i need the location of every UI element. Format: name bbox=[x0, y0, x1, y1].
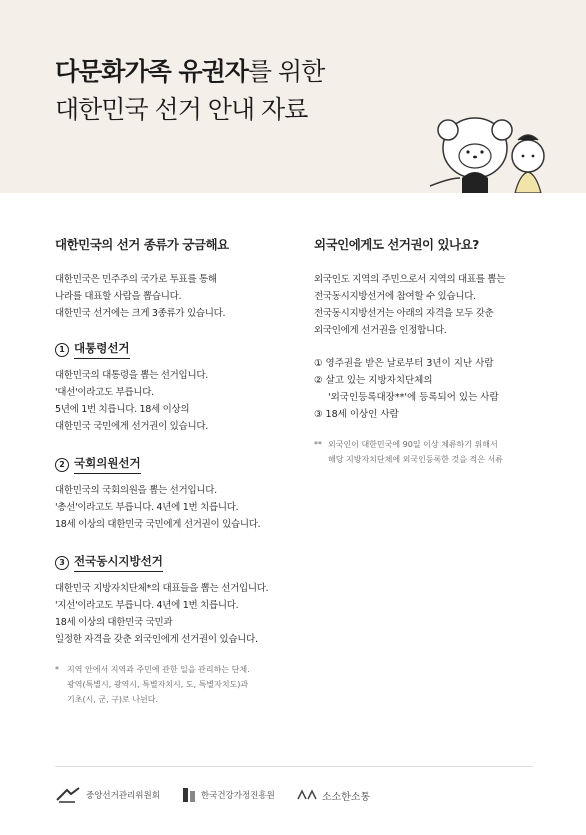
section-local-election-body bbox=[55, 580, 305, 648]
title-rest: 를 위한 bbox=[247, 57, 325, 86]
footnote-line: 지역 안에서 지역과 주민에 관한 일을 관리하는 단체. bbox=[67, 665, 250, 674]
eligibility-item: '외국인등록대장**'에 등록되어 있는 사람 bbox=[328, 392, 499, 403]
title-bold: 다문화가족 유권자 bbox=[55, 57, 248, 86]
intro-line: 외국인에게 선거권을 인정합니다. bbox=[314, 325, 447, 336]
page-title-line1 bbox=[55, 52, 324, 88]
footnote-line: 외국인이 대한민국에 90일 이상 체류하기 위해서 bbox=[328, 440, 498, 449]
intro-line: 대한민국 선거에는 크게 3종류가 있습니다. bbox=[55, 308, 226, 319]
section-national-assembly-body bbox=[55, 482, 305, 533]
org-name: 소소한소통 bbox=[321, 791, 371, 803]
kihf-emblem-icon bbox=[182, 787, 196, 803]
left-intro bbox=[55, 271, 305, 322]
header-banner bbox=[0, 0, 586, 193]
body-line: 대한민국 국민에게 선거권이 있습니다. bbox=[55, 421, 208, 432]
footnote-line: 광역(특별시, 광역시, 특별자치시, 도, 특별자치도)과 bbox=[67, 680, 249, 689]
right-intro bbox=[314, 271, 564, 339]
body-line: '대선'이라고도 부릅니다. bbox=[55, 387, 154, 398]
left-heading: 대한민국의 선거 종류가 궁금해요 bbox=[55, 237, 229, 252]
section-number: 3 bbox=[55, 556, 69, 570]
section-title: 전국동시지방선거 bbox=[74, 553, 163, 572]
body-line: '총선'이라고도 부릅니다. 4년에 1번 치릅니다. bbox=[55, 502, 239, 513]
left-column bbox=[55, 236, 305, 707]
intro-line: 대한민국은 민주주의 국가로 투표를 통해 bbox=[55, 274, 217, 285]
section-title: 국회의원선거 bbox=[74, 455, 141, 474]
body-line: 5년에 1번 치릅니다. 18세 이상의 bbox=[55, 404, 190, 415]
eligibility-item: ① 영주권을 받은 날로부터 3년이 지난 사람 bbox=[314, 358, 494, 369]
nec-logo bbox=[55, 786, 160, 804]
body-line: 18세 이상의 대한민국 국민에게 선거권이 있습니다. bbox=[55, 519, 261, 530]
kihf-logo bbox=[182, 787, 275, 803]
footnote-line: 기초(시, 군, 구)로 나뉜다. bbox=[67, 695, 159, 704]
right-heading: 외국인에게도 선거권이 있나요? bbox=[314, 237, 479, 252]
character-illustration bbox=[420, 108, 560, 193]
section-presidential-body bbox=[55, 367, 305, 435]
section-title: 대통령선거 bbox=[74, 340, 130, 359]
body-line: 일정한 자격을 갖춘 외국인에게 선거권이 있습니다. bbox=[55, 634, 258, 645]
footer bbox=[55, 780, 533, 810]
body-line: 대한민국 지방자치단체*의 대표들을 뽑는 선거입니다. bbox=[55, 583, 269, 594]
section-local-election bbox=[55, 553, 305, 572]
left-footnote bbox=[55, 662, 305, 707]
section-number: 1 bbox=[55, 343, 69, 357]
section-presidential bbox=[55, 340, 305, 359]
body-line: 18세 이상의 대한민국 국민과 bbox=[55, 617, 173, 628]
org-name: 한국건강가정진흥원 bbox=[200, 791, 275, 801]
intro-line: 나라를 대표할 사람을 뽑습니다. bbox=[55, 291, 182, 302]
body-line: '지선'이라고도 부릅니다. 4년에 1번 치릅니다. bbox=[55, 600, 239, 611]
right-column bbox=[314, 236, 564, 467]
footnote-line: 해당 지방자치단체에 외국인등록한 것을 적은 서류 bbox=[328, 455, 504, 464]
sosohan-logo bbox=[297, 788, 370, 803]
section-national-assembly bbox=[55, 455, 305, 474]
intro-line: 전국동시지방선거는 아래의 자격을 모두 갖춘 bbox=[314, 308, 494, 319]
eligibility-item: ③ 18세 이상인 사람 bbox=[314, 409, 399, 420]
footer-divider bbox=[55, 766, 533, 767]
sosohan-emblem-icon bbox=[297, 789, 317, 801]
footnote-mark: ** bbox=[314, 440, 322, 449]
intro-line: 외국인도 지역의 주민으로서 지역의 대표를 뽑는 bbox=[314, 274, 506, 285]
footnote-mark: * bbox=[55, 665, 59, 674]
body-line: 대한민국의 국회의원을 뽑는 선거입니다. bbox=[55, 485, 217, 496]
page-title-line2: 대한민국 선거 안내 자료 bbox=[55, 95, 308, 124]
right-footnote bbox=[314, 437, 564, 467]
section-number: 2 bbox=[55, 458, 69, 472]
body-line: 대한민국의 대통령을 뽑는 선거입니다. bbox=[55, 370, 208, 381]
intro-line: 전국동시지방선거에 참여할 수 있습니다. bbox=[314, 291, 476, 302]
eligibility-list bbox=[314, 355, 564, 423]
nec-emblem-icon bbox=[55, 786, 81, 804]
org-name: 중앙선거관리위원회 bbox=[86, 791, 160, 801]
eligibility-item: ② 살고 있는 지방자치단체의 bbox=[314, 375, 433, 386]
